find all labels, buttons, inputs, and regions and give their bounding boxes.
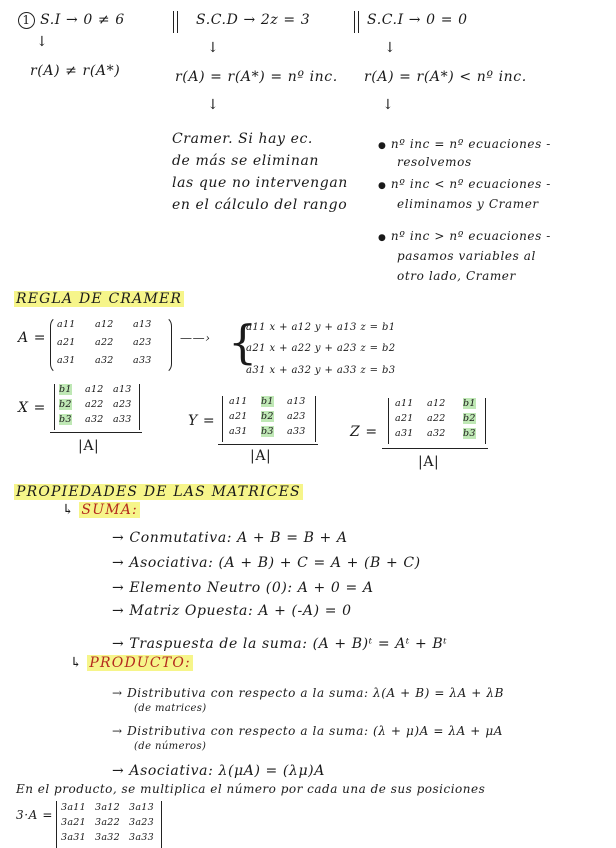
producto-property-note: (de números) [134,741,207,752]
properties-title: PROPIEDADES DE LAS MATRICES [16,484,301,500]
system-equation: a11 x + a12 y + a13 z = b1 [246,322,396,333]
suma-property: → Traspuesta de la suma: (A + B)ᵗ = Aᵗ + Bᵗ [112,636,448,652]
sci-bullet: ● nº inc = nº ecuaciones - [378,137,551,151]
sci-bullet-cont: eliminamos y Cramer [397,197,539,211]
system-equation: a21 x + a22 y + a23 z = b2 [246,343,396,354]
scd-cramer-line: en el cálculo del rango [172,197,348,213]
scd-cramer-line: Cramer. Si hay ec. [172,131,313,147]
fraction-bar [218,444,318,445]
y-denominator: |A| [250,448,272,464]
suma-property: → Asociativa: (A + B) + C = A + (B + C) [112,555,421,571]
matrix-a-label: A = [18,330,47,346]
down-arrow-icon: ↓ [207,97,220,113]
return-arrow-icon: ↳ [70,655,83,671]
scd-cramer-line: de más se eliminan [172,153,320,169]
y-numerator-det: a11 b1 a13 a21 b2 a23 a31 b3 a33 [222,396,316,442]
down-arrow-icon: ↓ [382,97,395,113]
example-matrix: 3a11 3a12 3a13 3a21 3a22 3a23 3a31 3a32 3a33 [56,801,162,848]
si-label: S.I → 0 ≠ 6 [40,12,125,28]
brace-icon: { [228,315,258,369]
fraction-bar [50,432,142,433]
scd-rank: r(A) = r(A*) = nº inc. [175,69,338,85]
z-numerator-det: a11 a12 b1 a21 a22 b2 a31 a32 b3 [388,398,486,444]
producto-property: → Distributiva con respecto a la suma: λ(A + B) = λA + λB [112,686,505,700]
x-denominator: |A| [78,438,100,454]
sci-label: S.C.I → 0 = 0 [367,12,468,28]
x-label: X = [18,400,46,416]
sci-bullet-cont: otro lado, Cramer [397,269,516,283]
si-heading [18,12,125,29]
sci-rank: r(A) = r(A*) < nº inc. [364,69,527,85]
producto-property: → Distributiva con respecto a la suma: (λ + μ)A = λA + μA [112,724,504,738]
sci-bullet: ● nº inc < nº ecuaciones - [378,177,551,191]
fraction-bar [382,448,488,449]
down-arrow-icon: ↓ [36,34,49,50]
scd-cramer-line: las que no intervengan [172,175,348,191]
y-label: Y = [188,413,216,429]
matrix-a: a11 a12 a13 a21 a22 a23 a31 a32 a33 [50,316,172,374]
suma-property: → Elemento Neutro (0): A + 0 = A [112,580,374,596]
section-number: 1 [18,12,35,29]
bullet-icon: ● [378,141,387,151]
down-arrow-icon: ↓ [207,40,220,56]
bullet-icon: ● [378,233,387,243]
scd-label: S.C.D → 2z = 3 [196,12,311,28]
sci-bullet: ● nº inc > nº ecuaciones - [378,229,551,243]
producto-note: En el producto, se multiplica el número por cada una de sus posiciones [16,782,486,796]
suma-property: → Conmutativa: A + B = B + A [112,530,348,546]
x-numerator-det: b1 a12 a13 b2 a22 a23 b3 a32 a33 [54,384,140,430]
example-label: 3·A = [16,808,53,822]
divider [354,11,355,33]
system-equation: a31 x + a32 y + a33 z = b3 [246,365,396,376]
suma-heading: ↳ SUMA: [62,502,138,518]
bullet-icon: ● [378,181,387,191]
z-denominator: |A| [418,454,440,470]
producto-heading: ↳ PRODUCTO: [70,655,191,671]
si-rank: r(A) ≠ r(A*) [30,63,121,79]
down-arrow-icon: ↓ [384,40,397,56]
suma-property: → Matriz Opuesta: A + (-A) = 0 [112,603,352,619]
arrow-icon: ——› [180,331,211,345]
divider [173,11,174,33]
sci-bullet-cont: pasamos variables al [397,249,536,263]
divider [177,11,178,33]
sci-bullet-cont: resolvemos [397,155,472,169]
producto-property-note: (de matrices) [134,703,207,714]
return-arrow-icon: ↳ [62,502,75,518]
z-label: Z = [350,424,378,440]
cramer-title: REGLA DE CRAMER [16,291,183,307]
divider [358,11,359,33]
producto-property: → Asociativa: λ(μA) = (λμ)A [112,763,325,779]
